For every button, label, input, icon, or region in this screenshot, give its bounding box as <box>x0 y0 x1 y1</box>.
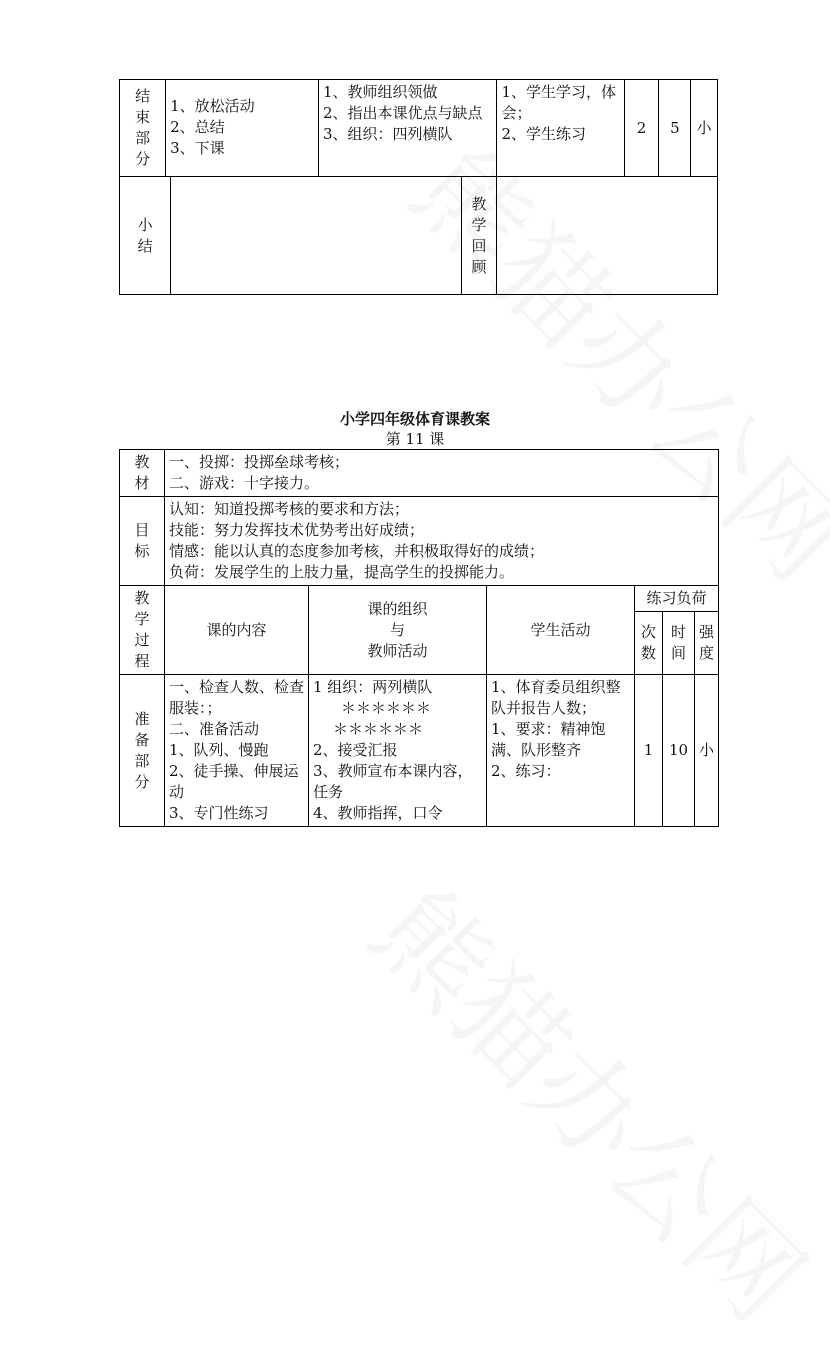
prep-section-label: 准备部分 <box>120 675 165 827</box>
end-section-label: 结束部分 <box>120 80 166 177</box>
prep-student: 1、体育委员组织整队并报告人数； 1、要求：精神饱满、队形整齐 2、练习： <box>487 675 635 827</box>
process-label: 教学过程 <box>120 586 165 675</box>
prep-duration: 10 <box>663 675 695 827</box>
prep-times: 1 <box>635 675 663 827</box>
col-intensity-header: 强度 <box>695 612 719 675</box>
end-section-student: 1、学生学习，体会； 2、学生练习 <box>497 80 624 177</box>
page-title: 小学四年级体育课教案 <box>339 410 490 428</box>
goal-label: 目标 <box>120 497 165 586</box>
lesson-table <box>119 449 719 827</box>
watermark <box>345 849 830 1349</box>
material-label: 教材 <box>120 450 165 497</box>
col-content-header: 课的内容 <box>165 586 309 675</box>
col-student-header: 学生活动 <box>487 586 635 675</box>
prep-content: 一、检查人数、检查服装：； 二、准备活动 1、队列、慢跑 2、徒手操、伸展运动 3、专门性练习 <box>165 675 309 827</box>
review-label: 教学回顾 <box>461 177 497 295</box>
end-section-organization: 1、教师组织领做 2、指出本课优点与缺点 3、组织：四列横队 <box>318 80 496 177</box>
lesson-number: 第 11 课 <box>385 430 445 448</box>
formation-row-1: ＊＊＊＊＊＊ <box>341 699 432 717</box>
col-organization-header: 课的组织 与 教师活动 <box>309 586 487 675</box>
prep-intensity: 小 <box>695 675 719 827</box>
end-section-content: 1、放松活动 2、总结 3、下课 <box>166 80 319 177</box>
end-section-times: 2 <box>624 80 659 177</box>
top-table <box>119 79 718 295</box>
col-duration-header: 时间 <box>663 612 695 675</box>
review-cell <box>497 177 718 295</box>
material-content: 一、投掷：投掷垒球考核； 二、游戏：十字接力。 <box>165 450 719 497</box>
formation-row-2: ＊＊＊＊＊＊ <box>333 720 424 738</box>
goal-content: 认知：知道投掷考核的要求和方法； 技能：努力发挥技术优势考出好成绩； 情感：能以认真的态度参加考核，并积极取得好的成绩； 负荷：发展学生的上肢力量，提高学生的投掷能力。 <box>165 497 719 586</box>
col-load-header: 练习负荷 <box>635 586 719 612</box>
summary-cell <box>171 177 461 295</box>
col-times-header: 次数 <box>635 612 663 675</box>
prep-organization: 1 组织：两列横队 ＊＊＊＊＊＊ ＊＊＊＊＊＊ 2、接受汇报 3、教师宣布本课内容，任务 4、教师指挥，口令 <box>309 675 487 827</box>
end-section-duration: 5 <box>659 80 691 177</box>
summary-label: 小结 <box>120 177 171 295</box>
end-section-intensity: 小 <box>691 80 718 177</box>
